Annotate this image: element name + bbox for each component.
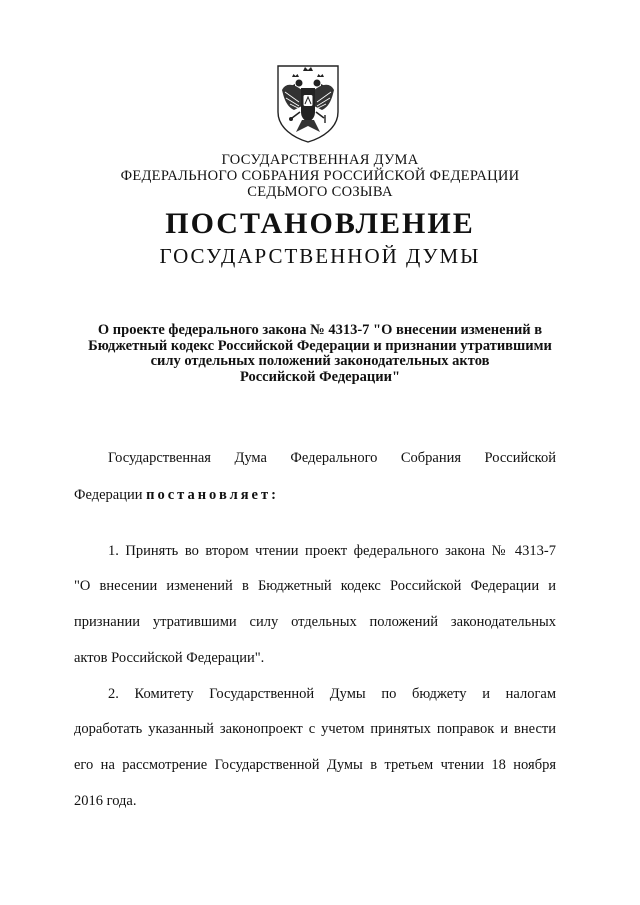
preamble-federation-text: Федерации xyxy=(74,487,143,503)
preamble-line: Государственная Дума Федерального Собрания Российской xyxy=(108,450,556,466)
item-1-line: 1. Принять во втором чтении проект федерального закона № 4313-7 xyxy=(108,543,556,559)
subject-line: силу отдельных положений законодательных актов xyxy=(150,353,490,369)
preamble-resolves-text: постановляет: xyxy=(146,487,279,503)
subject-line: О проекте федерального закона № 4313-7 "О внесении изменений в xyxy=(97,322,543,338)
org-line-duma: ГОСУДАРСТВЕННАЯ ДУМА xyxy=(221,152,419,168)
org-line-federal-assembly: ФЕДЕРАЛЬНОГО СОБРАНИЯ РОССИЙСКОЙ ФЕДЕРАЦИИ xyxy=(120,168,520,184)
item-1-line: признании утратившими силу отдельных положений законодательных xyxy=(74,614,556,630)
item-2-line: его на рассмотрение Государственной Думы в третьем чтении 18 ноября xyxy=(74,757,556,773)
item-1-line: "О внесении изменений в Бюджетный кодекс Российской Федерации и xyxy=(74,578,556,594)
item-2-line: 2. Комитету Государственной Думы по бюджету и налогам xyxy=(108,686,556,702)
item-2-continuation xyxy=(74,714,556,786)
item-2-line: доработать указанный законопроект с учетом принятых поправок и внести xyxy=(74,721,556,737)
item-2-line: 2016 года. xyxy=(74,793,137,809)
org-line-convocation: СЕДЬМОГО СОЗЫВА xyxy=(247,184,393,200)
subject-line: Российской Федерации" xyxy=(239,368,401,385)
subject-line: Бюджетный кодекс Российской Федерации и признании утратившими xyxy=(88,337,552,354)
coat-of-arms-emblem xyxy=(272,62,344,144)
preamble-line-decision xyxy=(74,480,564,510)
document-subject xyxy=(62,323,578,385)
russian-coat-of-arms-icon xyxy=(272,62,344,144)
item-1-continuation xyxy=(74,571,556,643)
document-issuer-subtitle: ГОСУДАРСТВЕННОЙ ДУМЫ xyxy=(159,244,481,268)
item-1-line: актов Российской Федерации". xyxy=(74,650,265,666)
document-type-title: ПОСТАНОВЛЕНИЕ xyxy=(165,207,475,240)
